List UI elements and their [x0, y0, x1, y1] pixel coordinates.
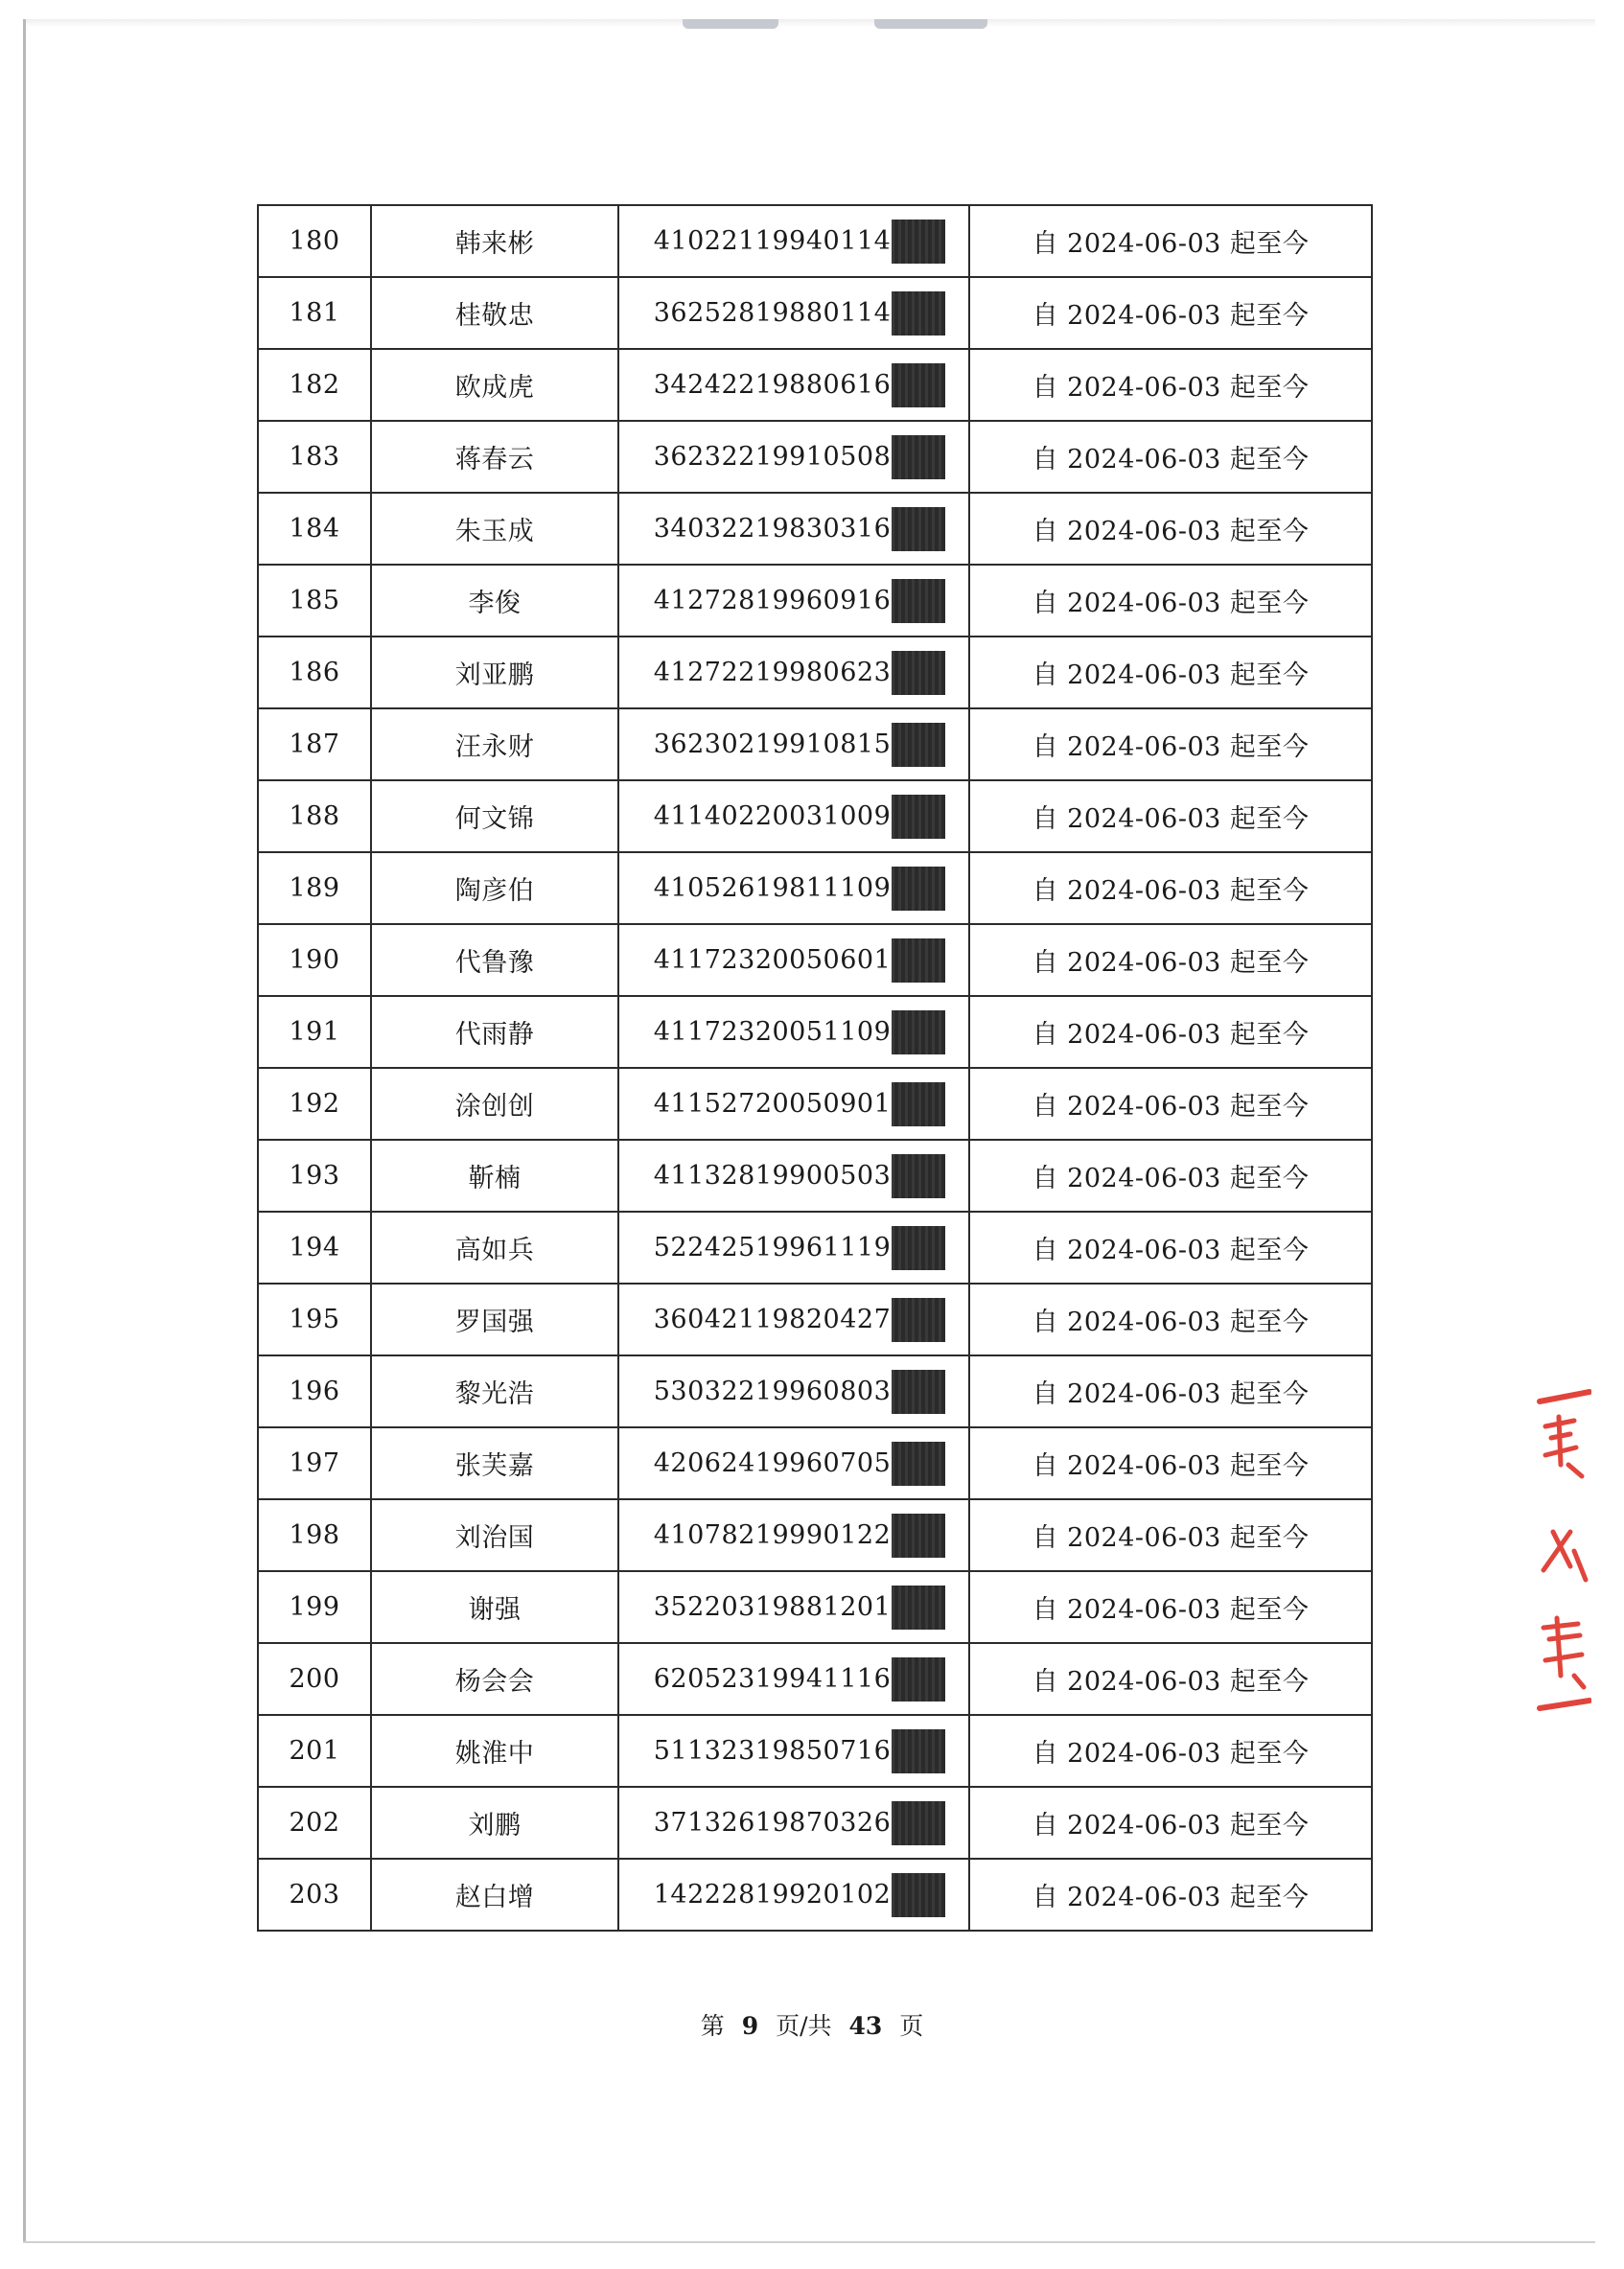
period-cell: 自 2024-06-03 起至今 [969, 1859, 1372, 1931]
table-row [258, 1571, 1372, 1643]
name-cell: 张芙嘉 [371, 1427, 618, 1499]
name-cell: 汪永财 [371, 708, 618, 780]
id-number-wrapper [654, 291, 946, 336]
id-number-wrapper [654, 1873, 946, 1917]
total-pages-number: 43 [848, 2012, 883, 2040]
id-number-text: 34242219880616 [653, 370, 892, 400]
table-row [258, 205, 1372, 277]
period-cell: 自 2024-06-03 起至今 [969, 1284, 1372, 1355]
id-number-wrapper [654, 867, 946, 911]
id-number-text: 41172320050601 [653, 945, 892, 975]
table-row [258, 1212, 1372, 1284]
id-number-text: 52242519961119 [653, 1233, 892, 1262]
name-cell: 何文锦 [371, 780, 618, 852]
redaction-block [892, 507, 945, 551]
id-number-text: 41140220031009 [653, 801, 892, 831]
id-number-cell [618, 1643, 969, 1715]
name-cell: 刘治国 [371, 1499, 618, 1571]
id-number-text: 41022119940114 [653, 226, 892, 256]
name-cell: 罗国强 [371, 1284, 618, 1355]
row-number-cell: 201 [258, 1715, 371, 1787]
redaction-block [892, 1226, 945, 1270]
id-number-text: 34032219830316 [653, 514, 892, 544]
table-row [258, 924, 1372, 996]
personnel-table [257, 204, 1373, 1932]
redaction-block [892, 1370, 945, 1414]
redaction-block [892, 1010, 945, 1054]
id-number-text: 53032219960803 [653, 1377, 892, 1406]
binding-mark [683, 19, 778, 29]
name-cell: 杨会会 [371, 1643, 618, 1715]
id-number-wrapper [654, 1586, 946, 1630]
row-number-cell: 194 [258, 1212, 371, 1284]
id-number-cell [618, 1427, 969, 1499]
id-number-cell [618, 996, 969, 1068]
period-cell: 自 2024-06-03 起至今 [969, 1571, 1372, 1643]
table-row [258, 493, 1372, 565]
period-cell: 自 2024-06-03 起至今 [969, 1427, 1372, 1499]
period-cell: 自 2024-06-03 起至今 [969, 1499, 1372, 1571]
period-cell: 自 2024-06-03 起至今 [969, 852, 1372, 924]
name-cell: 李俊 [371, 565, 618, 637]
period-cell: 自 2024-06-03 起至今 [969, 565, 1372, 637]
row-number-cell: 187 [258, 708, 371, 780]
table-row [258, 1787, 1372, 1859]
id-number-cell [618, 780, 969, 852]
table-row [258, 1068, 1372, 1140]
row-number-cell: 190 [258, 924, 371, 996]
id-number-cell [618, 637, 969, 708]
redaction-block [892, 651, 945, 695]
period-cell: 自 2024-06-03 起至今 [969, 349, 1372, 421]
redaction-block [892, 938, 945, 983]
redaction-block [892, 1873, 945, 1917]
id-number-wrapper [654, 435, 946, 479]
id-number-text: 41078219990122 [653, 1520, 892, 1550]
row-number-cell: 191 [258, 996, 371, 1068]
row-number-cell: 185 [258, 565, 371, 637]
id-number-cell [618, 277, 969, 349]
name-cell: 高如兵 [371, 1212, 618, 1284]
page-left-edge [23, 19, 26, 2243]
period-cell: 自 2024-06-03 起至今 [969, 205, 1372, 277]
redaction-block [892, 579, 945, 623]
id-number-wrapper [654, 1082, 946, 1126]
table-row [258, 1355, 1372, 1427]
id-number-cell [618, 852, 969, 924]
row-number-cell: 186 [258, 637, 371, 708]
row-number-cell: 203 [258, 1859, 371, 1931]
row-number-cell: 180 [258, 205, 371, 277]
id-number-wrapper [654, 1298, 946, 1342]
row-number-cell: 189 [258, 852, 371, 924]
personnel-table-body [258, 205, 1372, 1931]
name-cell: 桂敬忠 [371, 277, 618, 349]
redaction-block [892, 1298, 945, 1342]
id-number-text: 36232219910508 [653, 442, 892, 472]
id-number-wrapper [654, 1442, 946, 1486]
redaction-block [892, 1801, 945, 1845]
period-cell: 自 2024-06-03 起至今 [969, 780, 1372, 852]
name-cell: 刘鹏 [371, 1787, 618, 1859]
footer-suffix: 页 [899, 2012, 924, 2040]
id-number-cell [618, 1787, 969, 1859]
table-row [258, 637, 1372, 708]
row-number-cell: 183 [258, 421, 371, 493]
period-cell: 自 2024-06-03 起至今 [969, 637, 1372, 708]
row-number-cell: 182 [258, 349, 371, 421]
id-number-text: 41272819960916 [653, 586, 892, 615]
name-cell: 欧成虎 [371, 349, 618, 421]
period-cell: 自 2024-06-03 起至今 [969, 1355, 1372, 1427]
id-number-cell [618, 1571, 969, 1643]
id-number-cell [618, 924, 969, 996]
table-row [258, 1643, 1372, 1715]
id-number-cell [618, 1140, 969, 1212]
redaction-block [892, 1657, 945, 1702]
redaction-block [892, 1442, 945, 1486]
id-number-cell [618, 565, 969, 637]
table-row [258, 1499, 1372, 1571]
period-cell: 自 2024-06-03 起至今 [969, 493, 1372, 565]
period-cell: 自 2024-06-03 起至今 [969, 1787, 1372, 1859]
id-number-text: 36230219910815 [653, 729, 892, 759]
redaction-block [892, 867, 945, 911]
row-number-cell: 192 [258, 1068, 371, 1140]
id-number-cell [618, 1715, 969, 1787]
id-number-cell [618, 421, 969, 493]
binding-mark [874, 19, 987, 29]
id-number-wrapper [654, 1010, 946, 1054]
name-cell: 赵白增 [371, 1859, 618, 1931]
table-row [258, 1859, 1372, 1931]
redaction-block [892, 220, 945, 264]
redaction-block [892, 795, 945, 839]
row-number-cell: 188 [258, 780, 371, 852]
red-seal-stamp [1532, 1388, 1591, 1714]
redaction-block [892, 363, 945, 407]
period-cell: 自 2024-06-03 起至今 [969, 708, 1372, 780]
row-number-cell: 196 [258, 1355, 371, 1427]
id-number-text: 36042119820427 [653, 1305, 892, 1334]
id-number-wrapper [654, 363, 946, 407]
id-number-cell [618, 708, 969, 780]
id-number-text: 42062419960705 [653, 1448, 892, 1478]
page-top-shadow [23, 19, 1595, 27]
name-cell: 蒋春云 [371, 421, 618, 493]
redaction-block [892, 1082, 945, 1126]
id-number-text: 36252819880114 [653, 298, 892, 328]
period-cell: 自 2024-06-03 起至今 [969, 277, 1372, 349]
period-cell: 自 2024-06-03 起至今 [969, 924, 1372, 996]
row-number-cell: 202 [258, 1787, 371, 1859]
id-number-wrapper [654, 220, 946, 264]
id-number-wrapper [654, 1154, 946, 1198]
id-number-text: 41052619811109 [653, 873, 892, 903]
name-cell: 朱玉成 [371, 493, 618, 565]
name-cell: 姚淮中 [371, 1715, 618, 1787]
id-number-text: 41132819900503 [653, 1161, 892, 1191]
id-number-text: 35220319881201 [653, 1592, 892, 1622]
row-number-cell: 198 [258, 1499, 371, 1571]
id-number-wrapper [654, 1226, 946, 1270]
table-row [258, 708, 1372, 780]
row-number-cell: 195 [258, 1284, 371, 1355]
name-cell: 代鲁豫 [371, 924, 618, 996]
id-number-text: 41152720050901 [653, 1089, 892, 1119]
table-row [258, 1715, 1372, 1787]
table-row [258, 1284, 1372, 1355]
row-number-cell: 193 [258, 1140, 371, 1212]
id-number-wrapper [654, 1729, 946, 1773]
id-number-cell [618, 1068, 969, 1140]
period-cell: 自 2024-06-03 起至今 [969, 1715, 1372, 1787]
footer-prefix: 第 [700, 2012, 725, 2040]
period-cell: 自 2024-06-03 起至今 [969, 421, 1372, 493]
id-number-wrapper [654, 579, 946, 623]
id-number-cell [618, 1499, 969, 1571]
name-cell: 黎光浩 [371, 1355, 618, 1427]
id-number-wrapper [654, 1514, 946, 1558]
id-number-text: 41172320051109 [653, 1017, 892, 1047]
table-row [258, 1427, 1372, 1499]
id-number-wrapper [654, 938, 946, 983]
table-row [258, 852, 1372, 924]
id-number-wrapper [654, 795, 946, 839]
period-cell: 自 2024-06-03 起至今 [969, 1643, 1372, 1715]
period-cell: 自 2024-06-03 起至今 [969, 996, 1372, 1068]
current-page-number: 9 [741, 2012, 759, 2040]
table-row [258, 780, 1372, 852]
name-cell: 韩来彬 [371, 205, 618, 277]
redaction-block [892, 1586, 945, 1630]
table-row [258, 565, 1372, 637]
id-number-cell [618, 493, 969, 565]
id-number-wrapper [654, 1801, 946, 1845]
id-number-cell [618, 349, 969, 421]
name-cell: 代雨静 [371, 996, 618, 1068]
id-number-cell [618, 1212, 969, 1284]
name-cell: 陶彦伯 [371, 852, 618, 924]
id-number-wrapper [654, 1657, 946, 1702]
table-row [258, 277, 1372, 349]
id-number-text: 37132619870326 [653, 1808, 892, 1838]
period-cell: 自 2024-06-03 起至今 [969, 1140, 1372, 1212]
redaction-block [892, 723, 945, 767]
redaction-block [892, 291, 945, 336]
id-number-text: 41272219980623 [653, 658, 892, 687]
row-number-cell: 200 [258, 1643, 371, 1715]
id-number-cell [618, 1284, 969, 1355]
id-number-cell [618, 1355, 969, 1427]
row-number-cell: 197 [258, 1427, 371, 1499]
footer-middle: 页/共 [776, 2012, 832, 2040]
row-number-cell: 184 [258, 493, 371, 565]
id-number-cell [618, 1859, 969, 1931]
row-number-cell: 199 [258, 1571, 371, 1643]
name-cell: 谢强 [371, 1571, 618, 1643]
id-number-text: 62052319941116 [653, 1664, 892, 1694]
table-row [258, 421, 1372, 493]
id-number-text: 51132319850716 [653, 1736, 892, 1766]
page-bottom-edge [23, 2241, 1595, 2243]
table-row [258, 1140, 1372, 1212]
period-cell: 自 2024-06-03 起至今 [969, 1068, 1372, 1140]
redaction-block [892, 1514, 945, 1558]
period-cell: 自 2024-06-03 起至今 [969, 1212, 1372, 1284]
name-cell: 涂创创 [371, 1068, 618, 1140]
table-row [258, 349, 1372, 421]
table-row [258, 996, 1372, 1068]
redaction-block [892, 1154, 945, 1198]
id-number-wrapper [654, 723, 946, 767]
id-number-wrapper [654, 651, 946, 695]
id-number-text: 14222819920102 [653, 1880, 892, 1910]
name-cell: 刘亚鹏 [371, 637, 618, 708]
redaction-block [892, 435, 945, 479]
row-number-cell: 181 [258, 277, 371, 349]
id-number-wrapper [654, 1370, 946, 1414]
redaction-block [892, 1729, 945, 1773]
name-cell: 靳楠 [371, 1140, 618, 1212]
id-number-cell [618, 205, 969, 277]
id-number-wrapper [654, 507, 946, 551]
page-footer [0, 2007, 1624, 2042]
